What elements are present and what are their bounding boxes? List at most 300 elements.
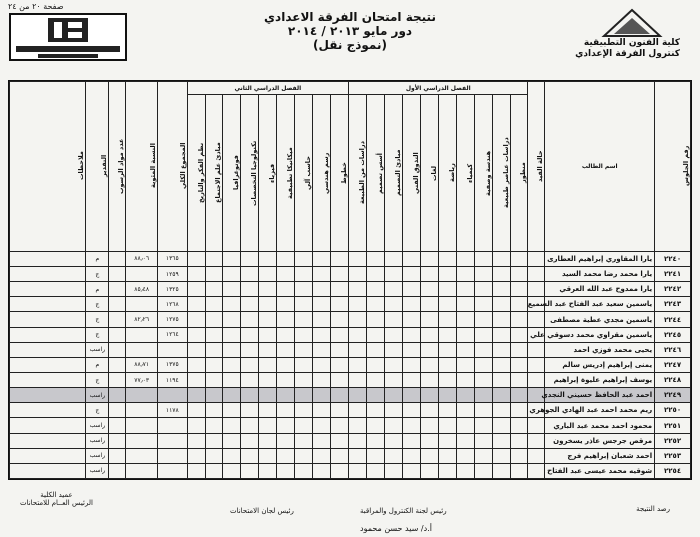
grade-cell (474, 267, 492, 282)
college-name: كلية الفنون التطبيقية (583, 38, 680, 48)
notes-cell (10, 327, 86, 342)
signature-committees-head: رئيس لجان الامتحانات (230, 507, 294, 515)
notes-cell (10, 251, 86, 266)
grade-cell (349, 267, 367, 282)
grade-cell (474, 448, 492, 463)
grade-cell (223, 267, 241, 282)
grade-cell (241, 282, 259, 297)
grade-cell (259, 448, 277, 463)
grade-text-cell: راسب (86, 433, 109, 448)
grade-cell (295, 342, 313, 357)
grade-cell (223, 373, 241, 388)
percent-cell (126, 297, 158, 312)
grade-cell (510, 357, 528, 372)
grade-cell (223, 433, 241, 448)
student-name: يارا ممدوح عبد الله العرقي (545, 282, 655, 297)
grade-cell (259, 251, 277, 266)
notes-cell (10, 267, 86, 282)
failed-count-cell (109, 403, 126, 418)
office-name: كنترول الفرقة الإعدادي (575, 49, 680, 59)
grade-cell (259, 297, 277, 312)
grade-cell (241, 463, 259, 478)
grade-cell (438, 388, 456, 403)
grade-cell (438, 297, 456, 312)
failed-count-cell (109, 267, 126, 282)
grade-cell (205, 297, 223, 312)
grade-cell (438, 373, 456, 388)
total-cell: ١١٧٨ (158, 403, 188, 418)
subject-header: دراسات من الطبيعة (349, 95, 367, 251)
grade-cell (259, 342, 277, 357)
col-name: اسم الطالب (545, 82, 655, 252)
grade-cell (331, 448, 349, 463)
grade-cell (474, 433, 492, 448)
grade-cell (313, 388, 331, 403)
seat-number: ٢٢٤٠ (655, 251, 691, 266)
grade-cell (420, 297, 438, 312)
grade-cell (331, 282, 349, 297)
grade-cell (313, 312, 331, 327)
grade-cell (205, 357, 223, 372)
grade-cell (510, 251, 528, 266)
failed-count-cell (109, 327, 126, 342)
grade-cell (456, 388, 474, 403)
total-cell: ١٣٧٥ (158, 357, 188, 372)
subject-header: رسم هندسي (313, 95, 331, 251)
grade-cell (349, 433, 367, 448)
grade-cell (510, 312, 528, 327)
grade-cell (384, 433, 402, 448)
grade-cell (187, 267, 205, 282)
grade-cell (277, 342, 295, 357)
grade-cell (313, 327, 331, 342)
student-name: مرقص جرجس عاذر يسخرون (545, 433, 655, 448)
col-total: المجموع الكلي (158, 82, 188, 252)
grade-cell (492, 388, 510, 403)
grade-cell (331, 327, 349, 342)
grade-cell (331, 342, 349, 357)
grade-cell (295, 297, 313, 312)
failed-count-cell (109, 282, 126, 297)
notes-cell (10, 388, 86, 403)
student-name: يحيى محمد فوزي احمد (545, 342, 655, 357)
grade-cell (367, 251, 385, 266)
grade-cell (349, 418, 367, 433)
grade-cell (456, 251, 474, 266)
grade-cell (205, 433, 223, 448)
percent-cell: ٨٢٫٢٦ (126, 312, 158, 327)
table-row (10, 312, 691, 327)
failed-count-cell (109, 312, 126, 327)
grade-cell (438, 282, 456, 297)
notes-cell (10, 373, 86, 388)
subject-header: التذوق الفني (402, 95, 420, 251)
seat-number: ٢٢٤٧ (655, 357, 691, 372)
grade-cell (295, 312, 313, 327)
notes-cell (10, 418, 86, 433)
total-cell: ١١٩٤ (158, 373, 188, 388)
grade-cell (420, 448, 438, 463)
grade-cell (205, 267, 223, 282)
grade-cell (259, 373, 277, 388)
grade-text-cell: راسب (86, 418, 109, 433)
student-name: شوقيه محمد عيسى عبد الفتاح (545, 463, 655, 478)
grade-cell (474, 282, 492, 297)
grade-cell (259, 433, 277, 448)
percent-cell (126, 418, 158, 433)
grade-cell (223, 342, 241, 357)
grade-cell (456, 327, 474, 342)
grade-cell (367, 403, 385, 418)
grade-cell (331, 388, 349, 403)
percent-cell: ٨٥٫٤٨ (126, 282, 158, 297)
total-cell (158, 342, 188, 357)
grade-cell (313, 418, 331, 433)
grade-cell (384, 357, 402, 372)
grade-cell (438, 357, 456, 372)
grade-cell (384, 403, 402, 418)
percent-cell (126, 327, 158, 342)
subject-header: فوتوغرافيا (223, 95, 241, 251)
grade-cell (295, 448, 313, 463)
grade-cell (349, 282, 367, 297)
grade-cell (402, 282, 420, 297)
table-row (10, 388, 691, 403)
grade-cell (331, 357, 349, 372)
grade-cell (367, 327, 385, 342)
grade-cell (205, 373, 223, 388)
grade-cell (187, 342, 205, 357)
grade-cell (223, 282, 241, 297)
grade-cell (295, 282, 313, 297)
grade-cell (492, 267, 510, 282)
failed-count-cell (109, 357, 126, 372)
failed-count-cell (109, 448, 126, 463)
grade-cell (402, 403, 420, 418)
grade-cell (241, 448, 259, 463)
grade-cell (241, 297, 259, 312)
grade-cell (241, 327, 259, 342)
table-row (10, 433, 691, 448)
grade-cell (456, 403, 474, 418)
grade-cell (474, 327, 492, 342)
grade-cell (331, 403, 349, 418)
grade-cell (313, 342, 331, 357)
grade-cell (331, 433, 349, 448)
seat-number: ٢٢٤١ (655, 267, 691, 282)
table-row (10, 327, 691, 342)
grade-cell (241, 267, 259, 282)
grade-text-cell: ج (86, 403, 109, 418)
grade-text-cell: راسب (86, 388, 109, 403)
grade-cell (313, 403, 331, 418)
grade-cell (456, 282, 474, 297)
subject-header: فيزياء (259, 95, 277, 251)
status-cell (528, 373, 545, 388)
table-row (10, 251, 691, 266)
grade-cell (259, 267, 277, 282)
total-cell: ١٣٦٥ (158, 251, 188, 266)
grade-cell (295, 388, 313, 403)
grade-cell (492, 373, 510, 388)
grade-cell (205, 282, 223, 297)
grade-cell (420, 327, 438, 342)
grade-cell (384, 373, 402, 388)
grade-cell (456, 342, 474, 357)
grade-cell (349, 357, 367, 372)
grade-cell (367, 312, 385, 327)
grade-cell (205, 312, 223, 327)
grade-cell (384, 448, 402, 463)
percent-cell (126, 267, 158, 282)
grade-cell (331, 251, 349, 266)
grade-cell (367, 388, 385, 403)
status-cell (528, 342, 545, 357)
subject-header: خطوط (331, 95, 349, 251)
grade-cell (295, 418, 313, 433)
grade-cell (402, 388, 420, 403)
failed-count-cell (109, 342, 126, 357)
table-row (10, 463, 691, 478)
seat-number: ٢٢٤٩ (655, 388, 691, 403)
grade-cell (259, 327, 277, 342)
grade-cell (492, 251, 510, 266)
grade-cell (367, 267, 385, 282)
seat-number: ٢٢٥٢ (655, 433, 691, 448)
grade-cell (474, 251, 492, 266)
subject-header: لغات (420, 95, 438, 251)
percent-cell (126, 403, 158, 418)
grade-cell (331, 312, 349, 327)
grade-cell (367, 342, 385, 357)
grade-cell (474, 342, 492, 357)
grade-cell (474, 297, 492, 312)
session-label: دور مايو ٢٠١٣ / ٢٠١٤ (287, 24, 413, 38)
grade-cell (277, 251, 295, 266)
grade-cell (295, 433, 313, 448)
notes-cell (10, 403, 86, 418)
grade-cell (420, 251, 438, 266)
grade-cell (474, 418, 492, 433)
grade-cell (241, 251, 259, 266)
grade-cell (420, 388, 438, 403)
subject-header: أسس تصميم (367, 95, 385, 251)
student-name: ياسمين سعيد عبد الفتاح عبد السميع (545, 297, 655, 312)
status-cell (528, 267, 545, 282)
seat-number: ٢٢٥٣ (655, 448, 691, 463)
seat-number: ٢٢٥٠ (655, 403, 691, 418)
col-failed: عدد مواد الرسوب (109, 82, 126, 252)
grade-text-cell: راسب (86, 342, 109, 357)
grade-cell (367, 433, 385, 448)
grade-cell (438, 418, 456, 433)
grade-cell (241, 357, 259, 372)
subject-header: مبادئ علم الاجتماع (205, 95, 223, 251)
grade-cell (277, 433, 295, 448)
grade-cell (223, 463, 241, 478)
grade-cell (474, 463, 492, 478)
grade-cell (331, 418, 349, 433)
grade-cell (420, 463, 438, 478)
col-status: حالة القيد (528, 82, 545, 252)
grade-cell (205, 463, 223, 478)
subject-header: دراسات عناصر طبيعية (492, 95, 510, 251)
grade-cell (510, 448, 528, 463)
grade-cell (456, 357, 474, 372)
grade-cell (205, 448, 223, 463)
grade-cell (510, 342, 528, 357)
grade-cell (223, 448, 241, 463)
grade-cell (205, 342, 223, 357)
grade-cell (313, 448, 331, 463)
failed-count-cell (109, 418, 126, 433)
grade-cell (438, 448, 456, 463)
grade-cell (384, 312, 402, 327)
grade-cell (402, 433, 420, 448)
failed-count-cell (109, 433, 126, 448)
grade-cell (187, 251, 205, 266)
seat-number: ٢٢٥٤ (655, 463, 691, 478)
grade-cell (295, 327, 313, 342)
failed-count-cell (109, 373, 126, 388)
seat-number: ٢٢٤٤ (655, 312, 691, 327)
grade-cell (259, 388, 277, 403)
grade-cell (331, 373, 349, 388)
subject-header: منظور (510, 95, 528, 251)
grade-cell (492, 327, 510, 342)
col-percent: النسبة المئوية (126, 82, 158, 252)
student-name: ياسمين مقراوي محمد دسوقي علي (545, 327, 655, 342)
grade-cell (402, 418, 420, 433)
page-title: نتيجة امتحان الفرقة الاعدادي (264, 10, 436, 24)
total-cell (158, 388, 188, 403)
notes-cell (10, 463, 86, 478)
grade-cell (187, 403, 205, 418)
grade-cell (223, 357, 241, 372)
grade-cell (187, 463, 205, 478)
grade-cell (277, 267, 295, 282)
student-name: محمود احمد محمد عبد الباري (545, 418, 655, 433)
grade-text-cell: ج (86, 297, 109, 312)
grade-cell (492, 297, 510, 312)
table-row (10, 448, 691, 463)
grade-cell (277, 403, 295, 418)
grade-cell (349, 312, 367, 327)
status-cell (528, 282, 545, 297)
grade-cell (277, 357, 295, 372)
student-name: احمد عبد الحافظ حسيني النجدي (545, 388, 655, 403)
grade-cell (277, 463, 295, 478)
col-grade: التقدير (86, 82, 109, 252)
college-logo (8, 12, 128, 62)
grade-cell (384, 297, 402, 312)
grade-cell (349, 388, 367, 403)
grade-cell (510, 463, 528, 478)
seat-number: ٢٢٤٨ (655, 373, 691, 388)
group-second-term: الفصل الدراسي الثاني (187, 82, 348, 95)
grade-cell (492, 433, 510, 448)
grade-cell (241, 403, 259, 418)
grade-cell (420, 267, 438, 282)
grade-cell (259, 357, 277, 372)
grade-cell (456, 312, 474, 327)
grade-cell (331, 463, 349, 478)
grade-cell (205, 327, 223, 342)
grade-cell (187, 357, 205, 372)
group-first-term: الفصل الدراسي الأول (349, 82, 528, 95)
grade-cell (295, 267, 313, 282)
student-name: يوسف إبراهيم عليوة إبراهيم (545, 373, 655, 388)
grade-cell (510, 433, 528, 448)
signature-control-name: أ.د/ سيد حسن محمود (360, 524, 432, 533)
grade-cell (420, 433, 438, 448)
grade-cell (474, 403, 492, 418)
grade-text-cell: ج (86, 373, 109, 388)
subject-header: كيمياء (456, 95, 474, 251)
page-number: صفحة ٢٠ من ٢٤ (8, 2, 64, 11)
status-cell (528, 433, 545, 448)
grade-cell (474, 388, 492, 403)
grade-cell (438, 267, 456, 282)
grade-cell (349, 463, 367, 478)
notes-cell (10, 433, 86, 448)
grade-cell (384, 267, 402, 282)
grade-cell (187, 448, 205, 463)
grade-cell (438, 327, 456, 342)
grade-cell (277, 448, 295, 463)
table-row (10, 357, 691, 372)
grade-cell (205, 403, 223, 418)
grade-cell (510, 282, 528, 297)
grade-cell (438, 403, 456, 418)
subject-header: مبادئ التصميم (384, 95, 402, 251)
grade-cell (402, 297, 420, 312)
grade-cell (277, 297, 295, 312)
grade-cell (313, 433, 331, 448)
grade-cell (241, 342, 259, 357)
grade-cell (438, 433, 456, 448)
grade-cell (456, 448, 474, 463)
grade-cell (313, 463, 331, 478)
grade-cell (367, 418, 385, 433)
grade-cell (187, 433, 205, 448)
status-cell (528, 448, 545, 463)
grade-cell (187, 282, 205, 297)
grade-cell (313, 297, 331, 312)
grade-cell (384, 342, 402, 357)
grade-cell (510, 418, 528, 433)
grade-cell (402, 312, 420, 327)
failed-count-cell (109, 388, 126, 403)
table-row (10, 267, 691, 282)
col-notes: ملاحظات (10, 82, 86, 252)
grade-cell (259, 418, 277, 433)
seat-number: ٢٢٥١ (655, 418, 691, 433)
total-cell (158, 448, 188, 463)
grade-cell (492, 312, 510, 327)
results-table (8, 80, 692, 480)
grade-text-cell: م (86, 357, 109, 372)
grade-cell (474, 373, 492, 388)
grade-cell (510, 403, 528, 418)
grade-cell (384, 282, 402, 297)
total-cell: ١٢٥٩ (158, 267, 188, 282)
grade-cell (313, 357, 331, 372)
grade-cell (241, 418, 259, 433)
grade-cell (510, 297, 528, 312)
percent-cell (126, 433, 158, 448)
grade-cell (187, 312, 205, 327)
